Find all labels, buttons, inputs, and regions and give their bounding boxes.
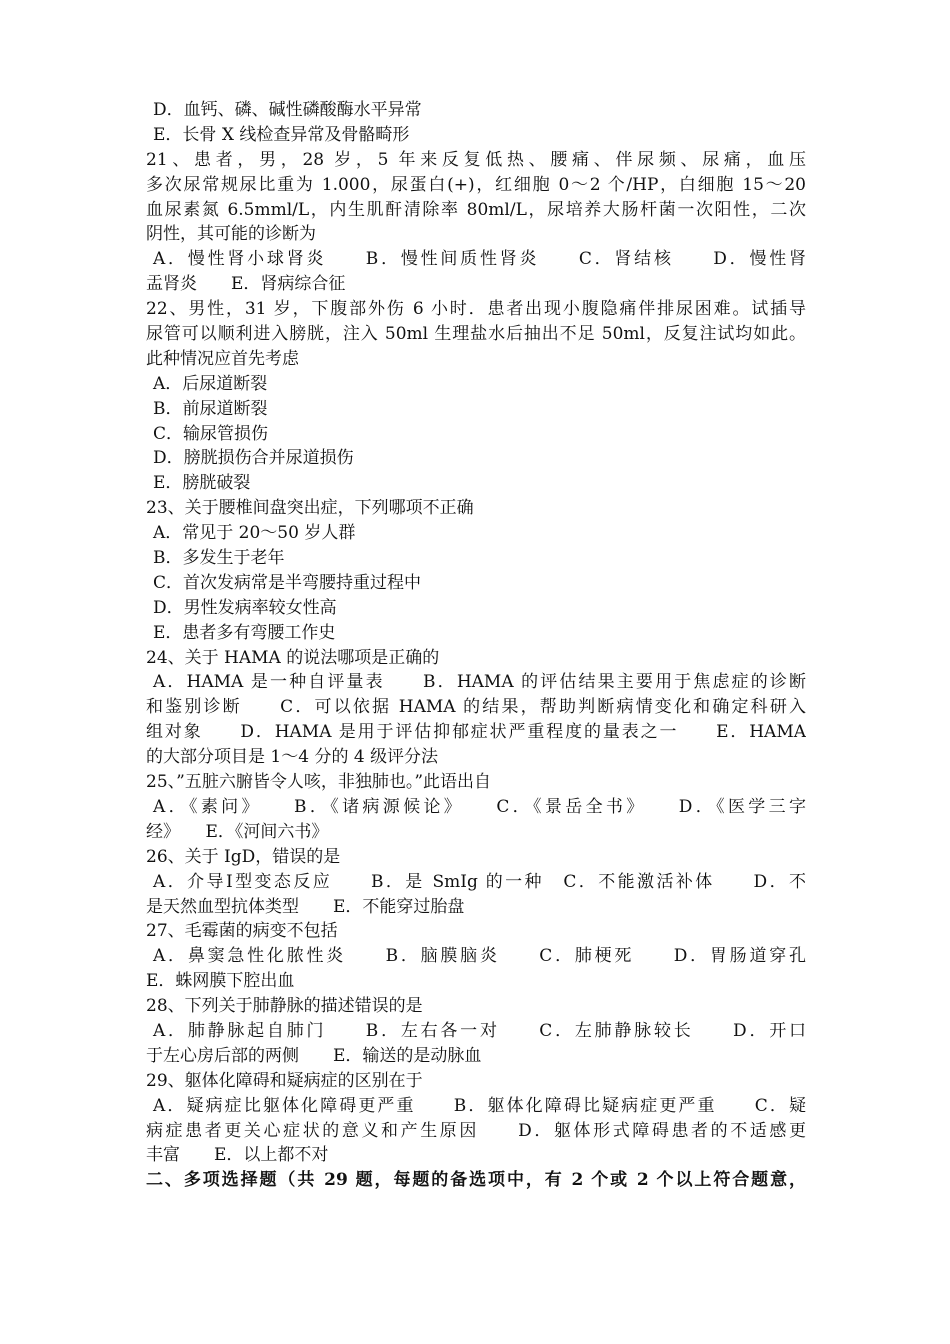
text-line: 于左心房后部的两侧 E．输送的是动脉血 — [146, 1045, 482, 1066]
text-line: E．蛛网膜下腔出血 — [146, 971, 295, 992]
text-line: 病症患者更关心症状的意义和产生原因 D．躯体形式障碍患者的不适感更 — [146, 1120, 806, 1141]
text-line: 22、男性，31 岁，下腹部外伤 6 小时．患者出现小腹隐痛伴排尿困难。试插导 — [146, 299, 806, 320]
text-line: D．血钙、磷、碱性磷酸酶水平异常 — [153, 100, 422, 120]
text-line: 血尿素氮 6.5mml/L，内生肌酐清除率 80ml/L，尿培养大肠杆菌一次阳性，二次 — [146, 199, 806, 220]
text-line: 25、”五脏六腑皆令人咳，非独肺也。”此语出自 — [146, 772, 492, 793]
text-line: B．多发生于老年 — [153, 548, 285, 569]
text-line: E．长骨 X 线检查异常及骨骼畸形 — [153, 124, 410, 145]
text-line: 和鉴别诊断 C．可以依据 HAMA 的结果，帮助判断病情变化和确定科研入 — [146, 697, 806, 718]
text-line: B．前尿道断裂 — [153, 398, 268, 419]
text-line: 尿管可以顺利进入膀胱，注入 50ml 生理盐水后抽出不足 50ml，反复注试均如此。 — [146, 324, 806, 345]
text-line: A．《素问》 B．《诸病源候论》 C．《景岳全书》 D．《医学三字 — [153, 796, 806, 817]
text-line: C．输尿管损伤 — [153, 423, 269, 444]
text-line: A．慢性肾小球肾炎 B．慢性间质性肾炎 C．肾结核 D．慢性肾 — [153, 249, 806, 270]
text-line: A．后尿道断裂 — [153, 373, 268, 394]
document-page — [146, 98, 806, 1193]
text-line: 23、关于腰椎间盘突出症，下列哪项不正确 — [146, 498, 474, 519]
text-line: 此种情况应首先考虑 — [146, 348, 299, 369]
text-line: 盂肾炎 E．肾病综合征 — [146, 274, 346, 295]
text-line: 29、躯体化障碍和疑病症的区别在于 — [146, 1070, 423, 1091]
section-heading: 二、多项选择题（共 29 题，每题的备选项中，有 2 个或 2 个以上符合题意， — [146, 1170, 806, 1191]
text-line: A．介导Ⅰ型变态反应 B．是 SmIg 的一种 C．不能激活补体 D．不 — [153, 871, 806, 892]
text-line: D．膀胱损伤合并尿道损伤 — [153, 448, 354, 469]
text-line: E．膀胱破裂 — [153, 473, 251, 494]
text-line: 经》 E．《河间六书》 — [146, 821, 329, 842]
text-line: 多次尿常规尿比重为 1.000，尿蛋白(+)，红细胞 0～2 个/HP，白细胞 15～20 — [146, 174, 806, 195]
text-line: D．男性发病率较女性高 — [153, 597, 337, 618]
text-line: A．常见于 20～50 岁人群 — [153, 523, 356, 544]
text-line: A．疑病症比躯体化障碍更严重 B．躯体化障碍比疑病症更严重 C．疑 — [153, 1095, 806, 1116]
text-line: A．肺静脉起自肺门 B．左右各一对 C．左肺静脉较长 D．开口 — [153, 1020, 806, 1041]
text-line: 24、关于 HAMA 的说法哪项是正确的 — [146, 647, 440, 668]
text-line: C．首次发病常是半弯腰持重过程中 — [153, 572, 422, 593]
text-line: E．患者多有弯腰工作史 — [153, 622, 336, 643]
text-line: 阴性，其可能的诊断为 — [146, 224, 316, 245]
text-line: 21、患者，男，28 岁，5 年来反复低热、腰痛、伴尿频、尿痛，血压 — [146, 149, 806, 170]
text-line: 26、关于 IgD，错误的是 — [146, 846, 341, 867]
text-line: 27、毛霉菌的病变不包括 — [146, 921, 338, 942]
text-line: A．HAMA 是一种自评量表 B．HAMA 的评估结果主要用于焦虑症的诊断 — [153, 672, 806, 693]
text-line: 是天然血型抗体类型 E．不能穿过胎盘 — [146, 896, 465, 917]
text-line: 28、下列关于肺静脉的描述错误的是 — [146, 996, 423, 1017]
text-line: 的大部分项目是 1～4 分的 4 级评分法 — [146, 747, 439, 768]
text-line: 组对象 D．HAMA 是用于评估抑郁症状严重程度的量表之一 E．HAMA — [146, 722, 806, 743]
text-line: 丰富 E．以上都不对 — [146, 1145, 329, 1166]
text-line: A．鼻窦急性化脓性炎 B．脑膜脑炎 C．肺梗死 D．胃肠道穿孔 — [153, 946, 806, 967]
